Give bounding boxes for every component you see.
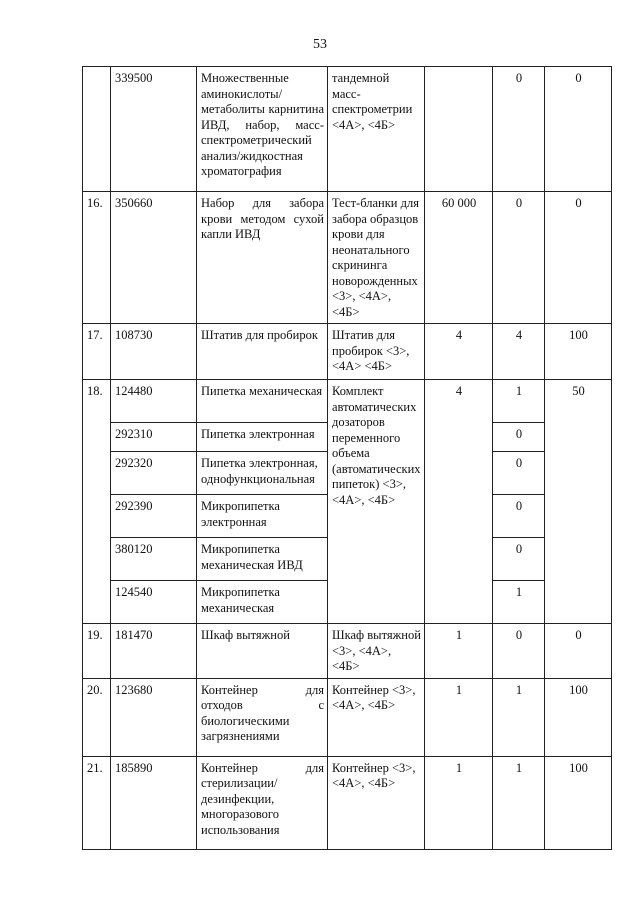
item-percent: 50 xyxy=(545,380,612,624)
item-description: Тест-бланки для забора образцов крови для неонатального скрининга новорожденных <3>, <4А>, <4Б> xyxy=(328,192,425,324)
item-minimum: 0 xyxy=(493,423,545,452)
table-row xyxy=(83,678,612,756)
row-number: 19. xyxy=(83,624,111,679)
item-name: Пипетка электронная xyxy=(197,423,328,452)
table-row xyxy=(83,324,612,380)
table-row xyxy=(83,192,612,324)
table-row xyxy=(83,624,612,679)
item-percent: 100 xyxy=(545,756,612,849)
item-minimum: 1 xyxy=(493,678,545,756)
item-name: Пипетка механическая xyxy=(197,380,328,423)
item-description: Комплект автоматических дозаторов переменного объема (автоматических пипеток) <3>, <4А>, <4Б> xyxy=(328,380,425,624)
item-percent: 0 xyxy=(545,624,612,679)
item-description: тандемной масс-спектрометрии <4А>, <4Б> xyxy=(328,67,425,192)
item-description: Контейнер <3>, <4А>, <4Б> xyxy=(328,756,425,849)
item-percent: 0 xyxy=(545,67,612,192)
item-minimum: 0 xyxy=(493,624,545,679)
item-name: Пипетка электронная, однофункциональная xyxy=(197,452,328,495)
item-minimum: 0 xyxy=(493,67,545,192)
equipment-table xyxy=(82,66,612,850)
item-name: Набор для забора крови методом сухой капли ИВД xyxy=(197,192,328,324)
item-name: Микропипетка механическая xyxy=(197,581,328,624)
item-code: 181470 xyxy=(111,624,197,679)
item-minimum: 1 xyxy=(493,380,545,423)
item-code: 124540 xyxy=(111,581,197,624)
item-quantity: 1 xyxy=(425,624,493,679)
item-description: Штатив для пробирок <3>, <4А> <4Б> xyxy=(328,324,425,380)
item-minimum: 0 xyxy=(493,452,545,495)
item-code: 292390 xyxy=(111,495,197,538)
row-number: 18. xyxy=(83,380,111,624)
table-row xyxy=(83,756,612,849)
item-name: Контейнер для отходов с биологическими загрязнениями xyxy=(197,678,328,756)
item-minimum: 0 xyxy=(493,495,545,538)
item-quantity: 1 xyxy=(425,756,493,849)
item-description: Контейнер <3>, <4А>, <4Б> xyxy=(328,678,425,756)
item-name: Микропипетка электронная xyxy=(197,495,328,538)
item-percent: 0 xyxy=(545,192,612,324)
item-code: 292320 xyxy=(111,452,197,495)
item-minimum: 1 xyxy=(493,756,545,849)
item-code: 185890 xyxy=(111,756,197,849)
item-description: Шкаф вытяжной <3>, <4А>, <4Б> xyxy=(328,624,425,679)
item-quantity: 60 000 xyxy=(425,192,493,324)
row-number: 17. xyxy=(83,324,111,380)
item-name: Штатив для пробирок xyxy=(197,324,328,380)
item-name: Микропипетка механическая ИВД xyxy=(197,538,328,581)
row-number xyxy=(83,67,111,192)
table-row xyxy=(83,380,612,423)
item-code: 339500 xyxy=(111,67,197,192)
row-number: 20. xyxy=(83,678,111,756)
page-number: 53 xyxy=(313,37,327,52)
item-quantity: 4 xyxy=(425,380,493,624)
item-quantity: 4 xyxy=(425,324,493,380)
item-quantity xyxy=(425,67,493,192)
item-code: 108730 xyxy=(111,324,197,380)
table-row xyxy=(83,67,612,192)
item-code: 350660 xyxy=(111,192,197,324)
item-code: 380120 xyxy=(111,538,197,581)
item-minimum: 4 xyxy=(493,324,545,380)
item-percent: 100 xyxy=(545,324,612,380)
row-number: 21. xyxy=(83,756,111,849)
item-minimum: 1 xyxy=(493,581,545,624)
item-percent: 100 xyxy=(545,678,612,756)
item-name: Контейнер для стерилизации/дезинфекции, многоразового использования xyxy=(197,756,328,849)
item-code: 292310 xyxy=(111,423,197,452)
item-name: Множественные аминокислоты/метаболиты карнитина ИВД, набор, масс-спектрометрический анализ/жидкостная хроматография xyxy=(197,67,328,192)
item-minimum: 0 xyxy=(493,538,545,581)
row-number: 16. xyxy=(83,192,111,324)
item-code: 124480 xyxy=(111,380,197,423)
item-code: 123680 xyxy=(111,678,197,756)
item-name: Шкаф вытяжной xyxy=(197,624,328,679)
item-minimum: 0 xyxy=(493,192,545,324)
item-quantity: 1 xyxy=(425,678,493,756)
